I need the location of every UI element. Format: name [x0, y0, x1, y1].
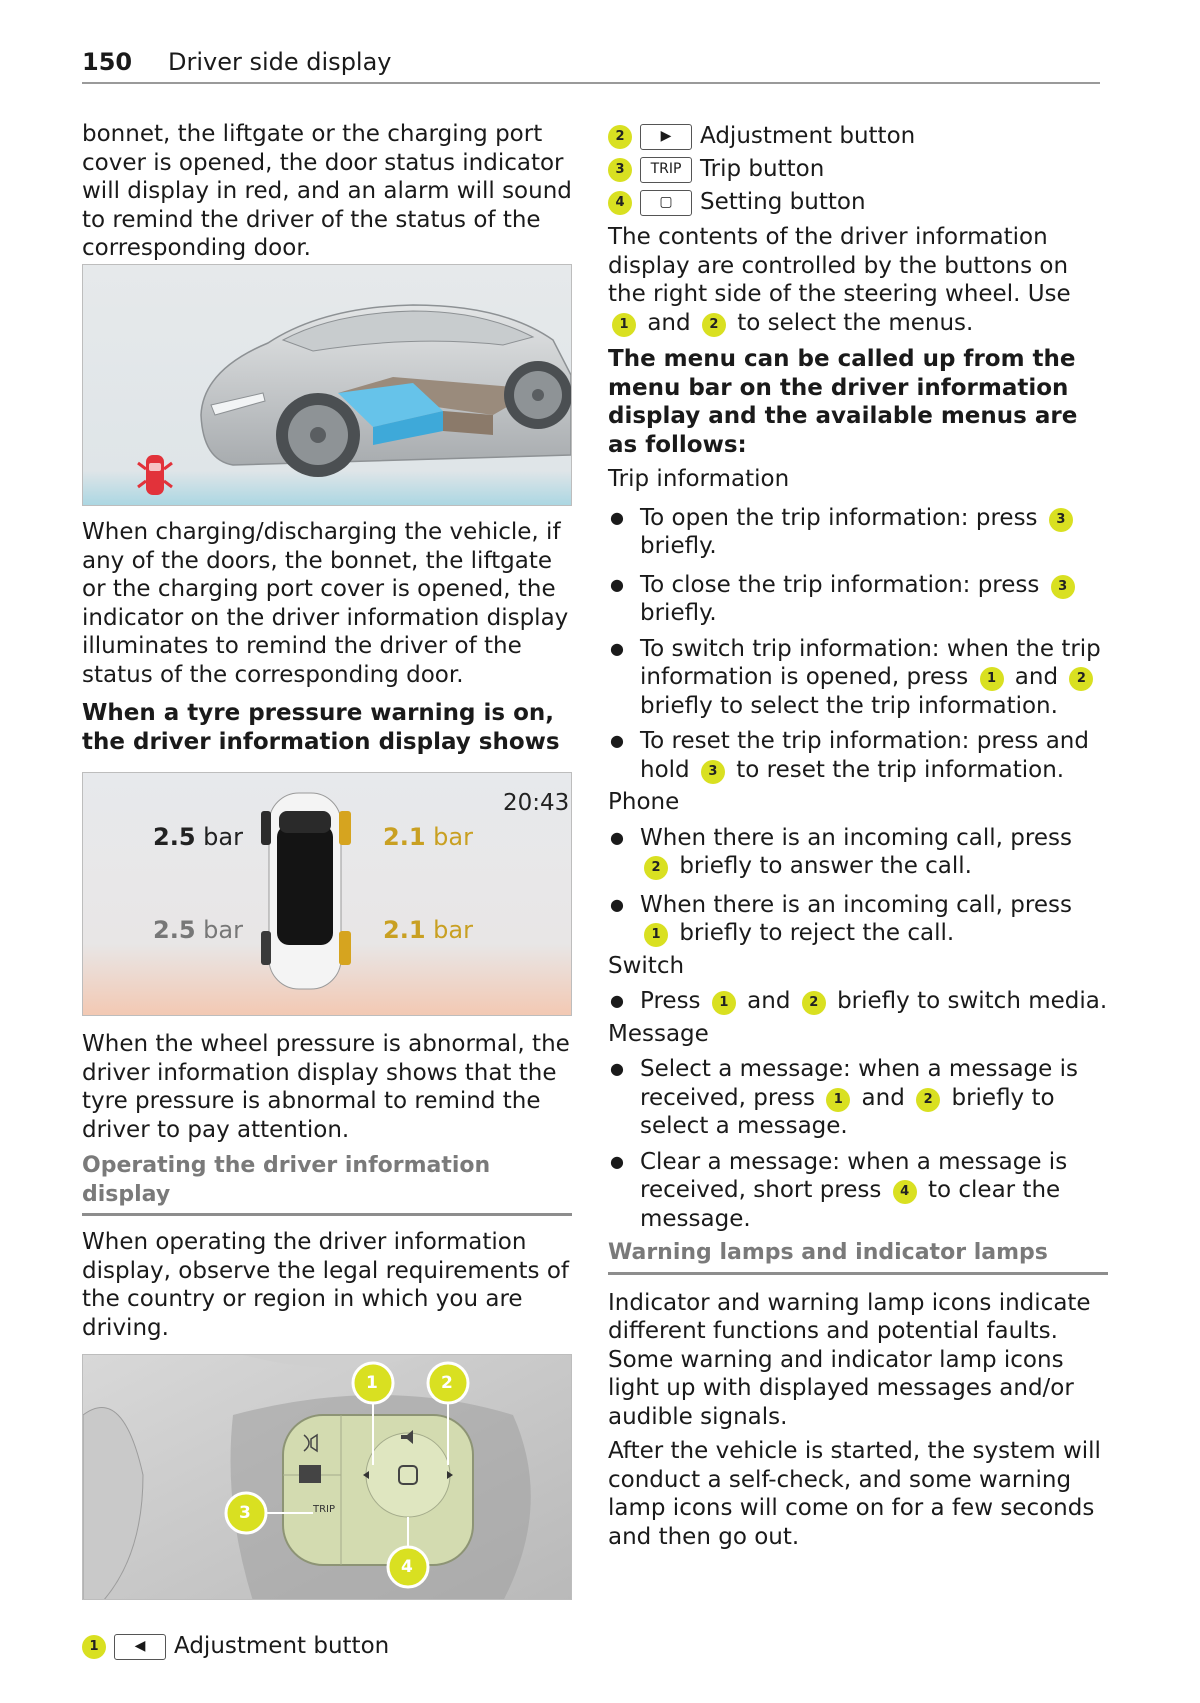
badge-1: 1 [82, 1635, 106, 1659]
paragraph-legal-requirements: When operating the driver information display, observe the legal requirements of the country or region in which you are driving. [82, 1229, 569, 1341]
list-item: ● To close the trip information: press 3 briefly. [608, 571, 1108, 628]
car-charging-illustration [82, 264, 572, 506]
key-item-4 [608, 186, 1108, 219]
badge-4: 4 [608, 191, 632, 215]
tyre-front-right [383, 823, 473, 852]
tyre-front-right-value: 2.1 [383, 823, 426, 851]
paragraph-menu-bold: The menu can be called up from the menu bar on the driver information display and the available menus are as follows: [608, 346, 1078, 458]
paragraph-self-check: After the vehicle is started, the system will conduct a self-check, and some warning lamp icons will come on for a few seconds and then go out. [608, 1438, 1101, 1550]
tyre-front-left [153, 823, 243, 852]
list-item: ● Select a message: when a message is received, press 1 and 2 briefly to select a message. [608, 1055, 1108, 1141]
list-item: ● When there is an incoming call, press 1 briefly to reject the call. [608, 891, 1108, 948]
list-item: ● To switch trip information: when the trip information is opened, press 1 and 2 briefly to select the trip information. [608, 635, 1108, 721]
list-item: ● When there is an incoming call, press 2 briefly to answer the call. [608, 824, 1108, 881]
page-title: Driver side display [168, 48, 392, 76]
key-item-1 [82, 1630, 572, 1663]
tyre-rear-left-value: 2.5 [153, 916, 196, 944]
trip-icon: TRIP [640, 157, 692, 183]
list-item: ● To reset the trip information: press and hold 3 to reset the trip information. [608, 727, 1108, 784]
key-item-3-label: Trip button [700, 156, 825, 183]
badge-3: 3 [608, 158, 632, 182]
phone-bullets [608, 824, 1108, 948]
paragraph-charging-door: When charging/discharging the vehicle, if any of the doors, the bonnet, the liftgate or the charging port cover is opened, the indicator on the driver information display illuminates to remind the driver of the status of the corresponding door. [82, 519, 569, 688]
key-item-2-label: Adjustment button [700, 123, 916, 150]
intro-text-a: The contents of the driver information display are controlled by the buttons on the right side of the steering wheel. Use [608, 224, 1071, 307]
page-header [82, 44, 1100, 84]
key-item-2 [608, 120, 1108, 153]
key-item-1-label: Adjustment button [174, 1633, 390, 1660]
page-number: 150 [82, 48, 133, 76]
paragraph-controls [608, 223, 1108, 337]
callout-4-label: 4 [401, 1557, 413, 1577]
heading-tyre-warning: When a tyre pressure warning is on, the driver information display shows [82, 700, 560, 755]
message-bullets [608, 1055, 1108, 1233]
inline-badge-1: 1 [612, 313, 636, 337]
right-column [608, 120, 1108, 1551]
callout-2-label: 2 [441, 1373, 453, 1393]
callout-3-label: 3 [239, 1503, 251, 1523]
door-warning-icon [135, 451, 175, 501]
steering-svg [83, 1355, 572, 1600]
steering-trip-text: TRIP [313, 1504, 336, 1515]
steering-wheel-buttons-illustration [82, 1354, 572, 1600]
heading-trip-information: Trip information [608, 466, 790, 492]
tyre-front-right-unit: bar [433, 823, 473, 851]
list-item: ● Press 1 and 2 briefly to switch media. [608, 987, 1108, 1016]
trip-bullets [608, 504, 1108, 785]
tyre-rear-left [153, 916, 243, 945]
paragraph-indicator-lamps: Indicator and warning lamp icons indicate different functions and potential faults. Some warning and indicator lamp icons light up with displayed messages and/or audible signals. [608, 1289, 1091, 1430]
heading-message: Message [608, 1020, 709, 1047]
inline-badge-2: 2 [702, 313, 726, 337]
tyre-pressure-display [82, 772, 572, 1016]
tyre-front-left-unit: bar [203, 823, 243, 851]
paragraph-wheel-pressure: When the wheel pressure is abnormal, the driver information display shows that the tyre pressure is abnormal to remind the driver to pay attention. [82, 1031, 570, 1143]
section-warning-lamps: Warning lamps and indicator lamps [608, 1239, 1108, 1275]
key-item-3 [608, 153, 1108, 186]
tyre-rear-right-unit: bar [433, 916, 473, 944]
tyre-rear-right-value: 2.1 [383, 916, 426, 944]
display-clock: 20:43 [503, 790, 570, 816]
switch-bullets [608, 987, 1108, 1016]
tyre-rear-left-unit: bar [203, 916, 243, 944]
left-arrow-icon: ◀ [114, 1634, 166, 1660]
tyre-rear-right [383, 916, 473, 945]
key-item-4-label: Setting button [700, 189, 866, 216]
paragraph-door-status: bonnet, the liftgate or the charging port cover is opened, the door status indicator will display in red, and an alarm will sound to remind the driver of the status of the corresponding door. [82, 121, 572, 261]
intro-and: and [647, 309, 691, 336]
heading-switch: Switch [608, 952, 685, 979]
list-item: ● Clear a message: when a message is received, short press 4 to clear the message. [608, 1148, 1108, 1234]
heading-phone: Phone [608, 789, 680, 815]
tyre-front-left-value: 2.5 [153, 823, 196, 851]
tyre-display-svg [83, 773, 572, 1016]
square-icon: ▢ [640, 190, 692, 216]
badge-2: 2 [608, 125, 632, 149]
callout-1-label: 1 [366, 1373, 378, 1393]
right-arrow-icon: ▶ [640, 124, 692, 150]
list-item: ● To open the trip information: press 3 briefly. [608, 504, 1108, 561]
left-column [82, 120, 572, 1663]
intro-text-b: to select the menus. [737, 309, 974, 336]
section-operating-display: Operating the driver information display [82, 1152, 572, 1216]
